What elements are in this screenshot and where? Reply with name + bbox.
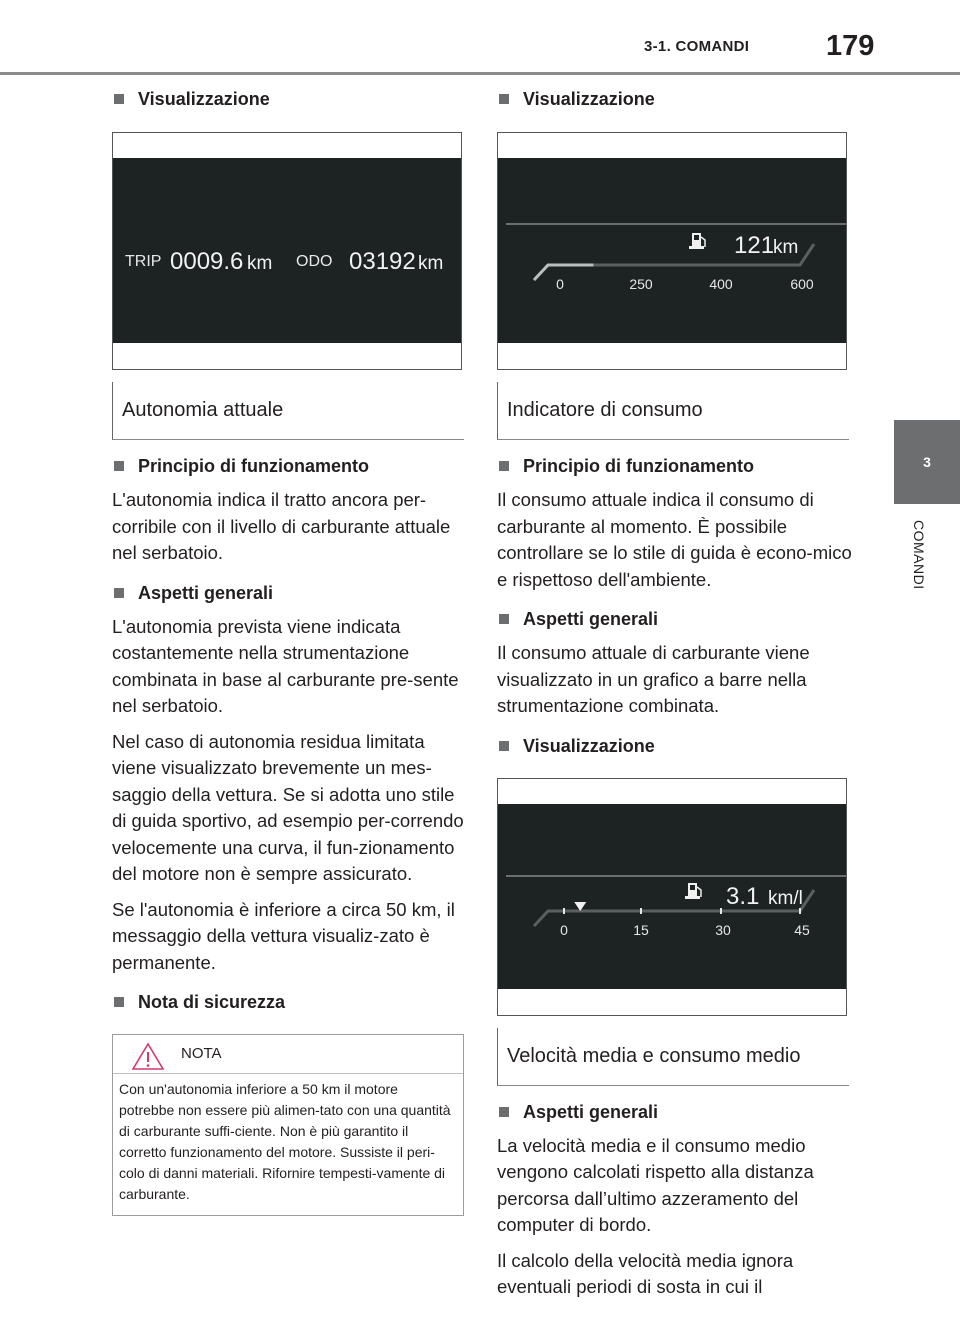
heading-aspetti-2: Aspetti generali <box>497 607 852 631</box>
fuel-pump-icon <box>685 883 701 899</box>
heading-visualizzazione: Visualizzazione <box>112 87 467 111</box>
paragraph-aspetti-right-2: La velocità media e il consumo medio vengono calcolati rispetto alla distanza percorsa dall’ultimo azzeramento del computer di bordo. <box>497 1134 814 1235</box>
fuel-pump-icon <box>689 233 705 249</box>
heading-visualizzazione-2: Visualizzazione <box>497 87 852 111</box>
square-bullet-icon <box>114 94 124 104</box>
display-screen <box>498 804 846 989</box>
paragraph-aspetti-3: Se l'autonomia è inferiore a circa 50 km, il messaggio della vettura visualiz-zato è permanente. <box>112 898 455 973</box>
gauge-tick-label: 250 <box>629 276 653 292</box>
heading-principio-2: Principio di funzionamento <box>497 454 852 478</box>
gauge-tick-label: 400 <box>709 276 733 292</box>
odo-unit: km <box>418 253 444 274</box>
range-value: 121 <box>734 232 775 259</box>
note-body: Con un'autonomia inferiore a 50 km il motore potrebbe non essere più alimen-tato con una quantità di carburante suffi-ciente. Non è più garantito il corretto funzionamento del motore. Sussiste il peri-colo di danni materiali. Rifornire tempesti-vamente di carburante. <box>119 1081 451 1202</box>
range-gauge-display <box>497 132 847 370</box>
paragraph-aspetti-1: L'autonomia prevista viene indicata costantemente nella strumentazione combinata in base al carburante pre-sente nel serbatoio. <box>112 615 459 716</box>
right-column <box>497 87 852 1301</box>
section-title: 3-1. COMANDI <box>644 38 750 55</box>
trip-odo-display <box>112 132 462 370</box>
header-rule <box>0 72 960 75</box>
heading-sicurezza: Nota di sicurezza <box>112 990 467 1014</box>
square-bullet-icon <box>499 1107 509 1117</box>
paragraph-aspetti-right-3: Il calcolo della velocità media ignora eventuali periodi di sosta in cui il <box>497 1249 794 1297</box>
page-number: 179 <box>826 30 875 62</box>
left-column <box>112 87 467 1216</box>
chapter-tab-label: COMANDI <box>911 520 927 590</box>
trip-value: 0009.6 <box>170 248 244 275</box>
heading-principio: Principio di funzionamento <box>112 454 467 478</box>
range-gauge <box>498 158 846 343</box>
heading-aspetti-3: Aspetti generali <box>497 1100 852 1124</box>
square-bullet-icon <box>114 461 124 471</box>
gauge-tick-label: 15 <box>633 921 649 938</box>
note-title: NOTA <box>181 1045 222 1062</box>
square-bullet-icon <box>114 588 124 598</box>
display-screen <box>113 158 461 343</box>
caption-velocita: Velocità media e consumo medio <box>497 1028 849 1086</box>
paragraph-aspetti-right: Il consumo attuale di carburante viene visualizzato in un grafico a barre nella strumentazione combinata. <box>497 642 810 716</box>
gauge-tick-label: 45 <box>794 921 810 938</box>
square-bullet-icon <box>499 614 509 624</box>
paragraph-principio-2: Il consumo attuale indica il consumo di carburante al momento. È possibile controllare se lo stile di guida è econo-mico e rispettoso dell'ambiente. <box>497 489 852 590</box>
odo-value: 03192 <box>349 248 416 275</box>
caption-autonomia: Autonomia attuale <box>112 382 464 440</box>
note-box <box>112 1034 464 1216</box>
chapter-tab[interactable]: 3 <box>894 420 960 504</box>
consumption-value: 3.1 <box>726 882 760 910</box>
paragraph-principio: L'autonomia indica il tratto ancora per-corribile con il livello di carburante attuale nel serbatoio. <box>112 489 451 563</box>
trip-label: TRIP <box>125 253 162 270</box>
consumption-gauge <box>498 804 846 989</box>
trip-odo-readout <box>113 158 461 343</box>
gauge-tick-label: 0 <box>560 921 568 938</box>
trip-unit: km <box>247 253 273 274</box>
paragraph-aspetti-2: Nel caso di autonomia residua limitata viene visualizzato brevemente un mes-saggio della vettura. Se si adotta uno stile di guida sportivo, ad esempio per-correndo velocemente una curva, il fun-zionamento del motore non è sempre assicurato. <box>112 730 464 884</box>
display-screen <box>498 158 846 343</box>
square-bullet-icon <box>499 741 509 751</box>
consumption-gauge-display <box>497 778 847 1016</box>
square-bullet-icon <box>499 94 509 104</box>
gauge-tick-label: 30 <box>715 921 731 938</box>
consumption-unit: km/l <box>768 887 803 909</box>
square-bullet-icon <box>499 461 509 471</box>
odo-label: ODO <box>296 253 333 270</box>
square-bullet-icon <box>114 997 124 1007</box>
heading-aspetti: Aspetti generali <box>112 581 467 605</box>
heading-visualizzazione-3: Visualizzazione <box>497 734 852 758</box>
gauge-tick-label: 600 <box>790 276 814 292</box>
gauge-tick-label: 0 <box>556 276 564 292</box>
caption-indicatore: Indicatore di consumo <box>497 382 849 440</box>
range-unit: km <box>773 237 799 258</box>
warning-triangle-icon <box>131 1041 165 1071</box>
